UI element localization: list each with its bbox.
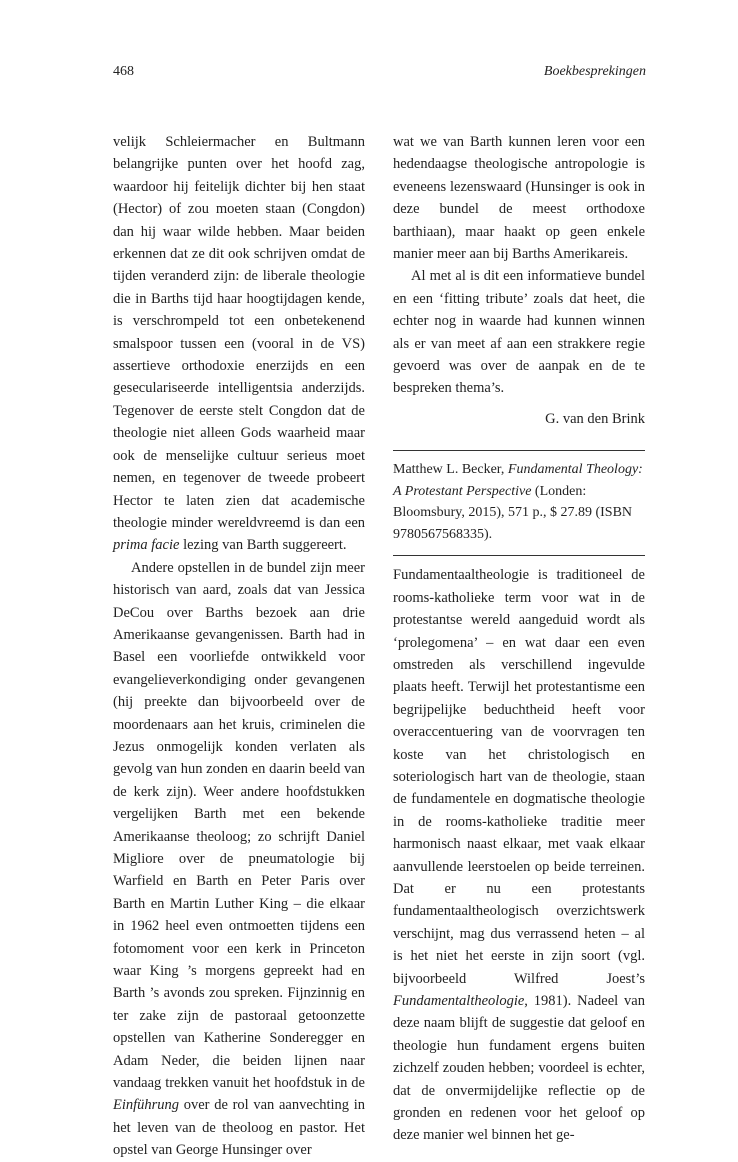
right-column [393, 131, 645, 1147]
book-citation [393, 459, 645, 545]
left-column [113, 131, 365, 1162]
text-run: , 1981). Nadeel van deze naam blijft de suggestie dat geloof en theologie hun fundament ergens buiten zichzelf zouden hebben; voordeel is echter, dat de onvermijdelijke reflectie op de gronden en redenen voor het geloof op deze manier wel binnen het ge- [393, 993, 645, 1144]
paragraph: Al met al is dit een informatieve bundel en een ‘fitting tribute’ zoals dat heet, die echter nog in waarde had kunnen winnen als er van meet af aan een strakkere regie gevoerd was over de aanpak en de te bespreken thema’s. [393, 268, 645, 397]
paragraph [113, 557, 365, 1162]
text-run: Andere opstellen in de bundel zijn meer historisch van aard, zoals dat van Jessica DeCou over Barths bezoek aan drie Amerikaanse gevangenissen. Barth had in Basel een voorliefde ontwikkeld voor evangelieverkondiging onder gevangenen (hij preekte dan bijvoorbeeld over de moordenaars aan het kruis, criminelen die Jezus onmogelijk konden verlaten als gevolg van hun zonden en daarin beeld van de kerk zijn). Weer andere hoofdstukken vergelijken Barth met een bekende Amerikaanse theoloog; zo schrijft Daniel Migliore over de pneumatologie bij Warfield en Barth en Peter Paris over Barth en Martin Luther King – die elkaar in 1962 heel even ontmoetten tijdens een fotomoment voor een kerk in Princeton waar King ’s morgens gepreekt had en Barth ’s avonds zou spreken. Fijnzinnig en ter zake zijn de pastoraal getoonzette opstellen van Katherine Sonderegger en Adam Neder, die beiden lijnen naar vandaag trekken vanuit het hoofdstuk in de [113, 559, 365, 1092]
citation-title: Fundamental Theology: A Protestant Perspective [393, 462, 643, 499]
paragraph [113, 131, 365, 557]
italic-term: Einführung [113, 1097, 180, 1114]
text-run: velijk Schleiermacher en Bultmann belangrijke punten over het hoofd zag, waardoor hij feitelijk dichter bij hen staat (Hector) of zou moeten staan (Congdon) dan hij waar wilde hebben. Maar beiden erkennen dat ze dit ook schrijven omdat de tijden veranderd zijn: de liberale theologie die in Barths tijd haar hoogtijdagen kende, is verschrompeld tot een onbetekenend smalspoor tussen een (vooral in de VS) assertieve orthodoxie enerzijds en een geseculariseerde intelligentsia anderzijds. Tegenover de eerste stelt Congdon dat de theologie niet alleen Gods waarheid maar ook de menselijke cultuur serieus moet nemen, en tegenover de tweede probeert Hector te laten zien dat academische theologie minder wereldvreemd is dan een [113, 134, 365, 531]
text-run: Fundamentaaltheologie is traditioneel de rooms-katholieke term voor wat in de protestantse wereld aangeduid wordt als ‘prolegomena’ – en wat daar een even omstreden als verschillend ingevulde plaats heeft. Terwijl het protestantisme een begrijpelijke beduchtheid heeft voor overaccentuering van de voorvragen ten koste van het christologisch en soteriologisch hart van de theologie, staan de fundamentele en dogmatische theologie in de rooms-katholieke traditie meer harmonisch naast elkaar, met vaak elkaar aanvullende leerstoelen op beide terreinen. Dat er nu een protestants fundamentaaltheologisch overzichtswerk verschijnt, mag dus verrassend heten – al is het niet het eerste in zijn soort (vgl. bijvoorbeeld Wilfred Joest’s [393, 567, 645, 987]
text-run: over de rol van aanvechting in het leven van de theoloog en pastor. Het opstel van George Hunsinger over [113, 1097, 365, 1159]
italic-term: Fundamentaltheologie [393, 993, 525, 1009]
running-head: Boekbesprekingen [543, 64, 646, 79]
text-run: lezing van Barth suggereert. [179, 537, 347, 554]
citation-details: (Londen: Bloomsbury, 2015), 571 p., $ 27.89 (ISBN 9780567568335). [393, 483, 633, 542]
citation-author: Matthew L. Becker, [393, 462, 508, 478]
paragraph: wat we van Barth kunnen leren voor een hedendaagse theologische antropologie is eveneens lezenswaard (Hunsinger is ook in deze bundel de meest orthodoxe barthiaan), maar haakt op geen enkele manier meer aan bij Barths Amerikareis. [393, 134, 645, 263]
italic-term: prima facie [113, 537, 180, 554]
section-divider [393, 555, 645, 556]
section-divider [393, 450, 645, 451]
paragraph [393, 564, 645, 1147]
reviewer-signature: G. van den Brink [545, 410, 645, 427]
page-number: 468 [113, 64, 134, 79]
